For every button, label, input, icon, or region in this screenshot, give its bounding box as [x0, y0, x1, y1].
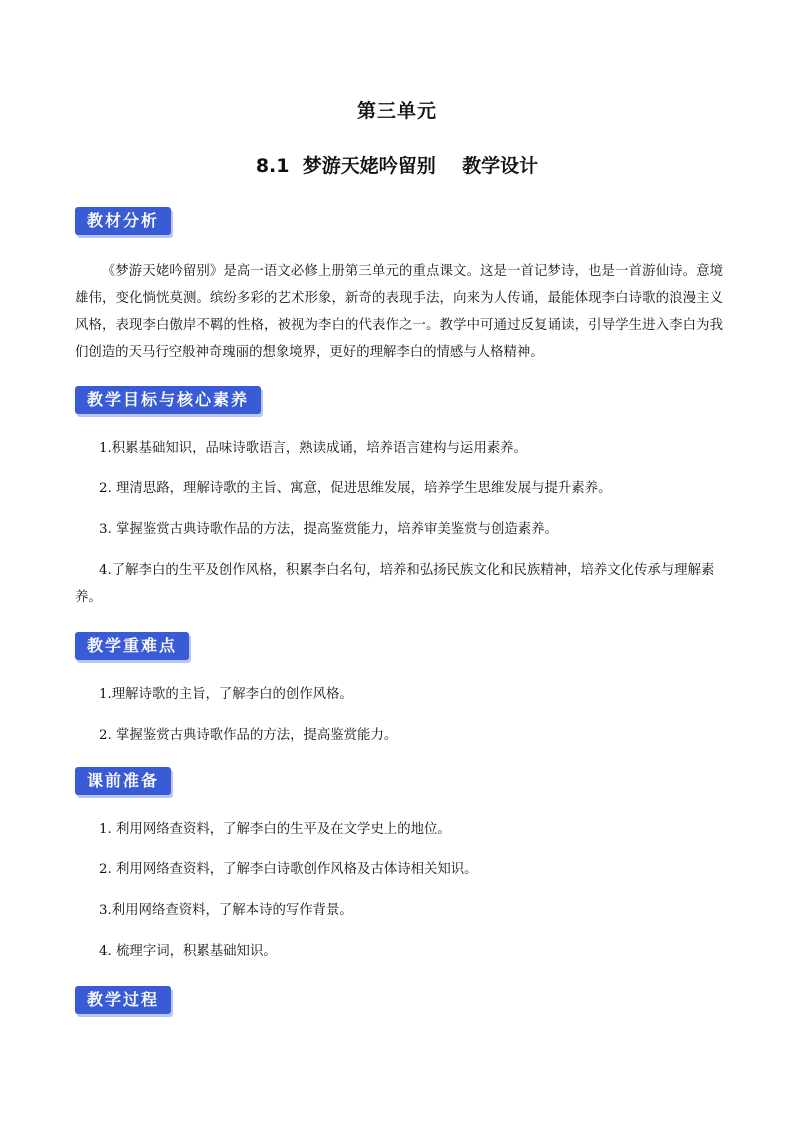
- section-heading-process: 教学过程: [75, 986, 171, 1014]
- goal-item-1: 1.积累基础知识，品味诗歌语言，熟读成诵，培养语言建构与运用素养。: [99, 441, 527, 456]
- prep-item-2: 2. 利用网络查资料，了解李白诗歌创作风格及古体诗相关知识。: [99, 862, 478, 877]
- prep-item-4: 4. 梳理字词，积累基础知识。: [99, 944, 277, 959]
- analysis-paragraph: 《梦游天姥吟留别》是高一语文必修上册第三单元的重点课文。这是一首记梦诗，也是一首游仙诗。意境雄伟，变化惝恍莫测。缤纷多彩的艺术形象，新奇的表现手法，向来为人传诵，最能体现李白诗歌的浪漫主义风格，表现李白傲岸不羁的性格，被视为李白的代表作之一。教学中可通过反复诵读，引导学生进入李白为我们创造的天马行空般神奇瑰丽的想象境界，更好的理解李白的情感与人格精神。: [75, 264, 723, 360]
- prep-item-1: 1. 利用网络查资料，了解李白的生平及在文学史上的地位。: [99, 822, 451, 837]
- prep-item-3: 3.利用网络查资料，了解本诗的写作背景。: [99, 903, 353, 918]
- section-heading-keypoints: 教学重难点: [75, 632, 189, 660]
- goal-item-4: 4.了解李白的生平及创作风格，积累李白名句，培养和弘扬民族文化和民族精神，培养文化传承与理解素养。: [75, 563, 715, 605]
- section-heading-analysis: 教材分析: [75, 207, 171, 235]
- keypoint-item-1: 1.理解诗歌的主旨，了解李白的创作风格。: [99, 687, 353, 702]
- section-heading-goals: 教学目标与核心素养: [75, 386, 261, 414]
- lesson-title: 8.1 梦游天姥吟留别 教学设计: [255, 155, 539, 177]
- keypoint-item-2: 2. 掌握鉴赏古典诗歌作品的方法，提高鉴赏能力。: [99, 728, 398, 743]
- goal-item-3: 3. 掌握鉴赏古典诗歌作品的方法，提高鉴赏能力，培养审美鉴赏与创造素养。: [99, 522, 558, 537]
- section-heading-prep: 课前准备: [75, 767, 171, 795]
- goal-item-2: 2. 理清思路，理解诗歌的主旨、寓意，促进思维发展，培养学生思维发展与提升素养。: [99, 481, 612, 496]
- unit-title: 第三单元: [356, 100, 437, 122]
